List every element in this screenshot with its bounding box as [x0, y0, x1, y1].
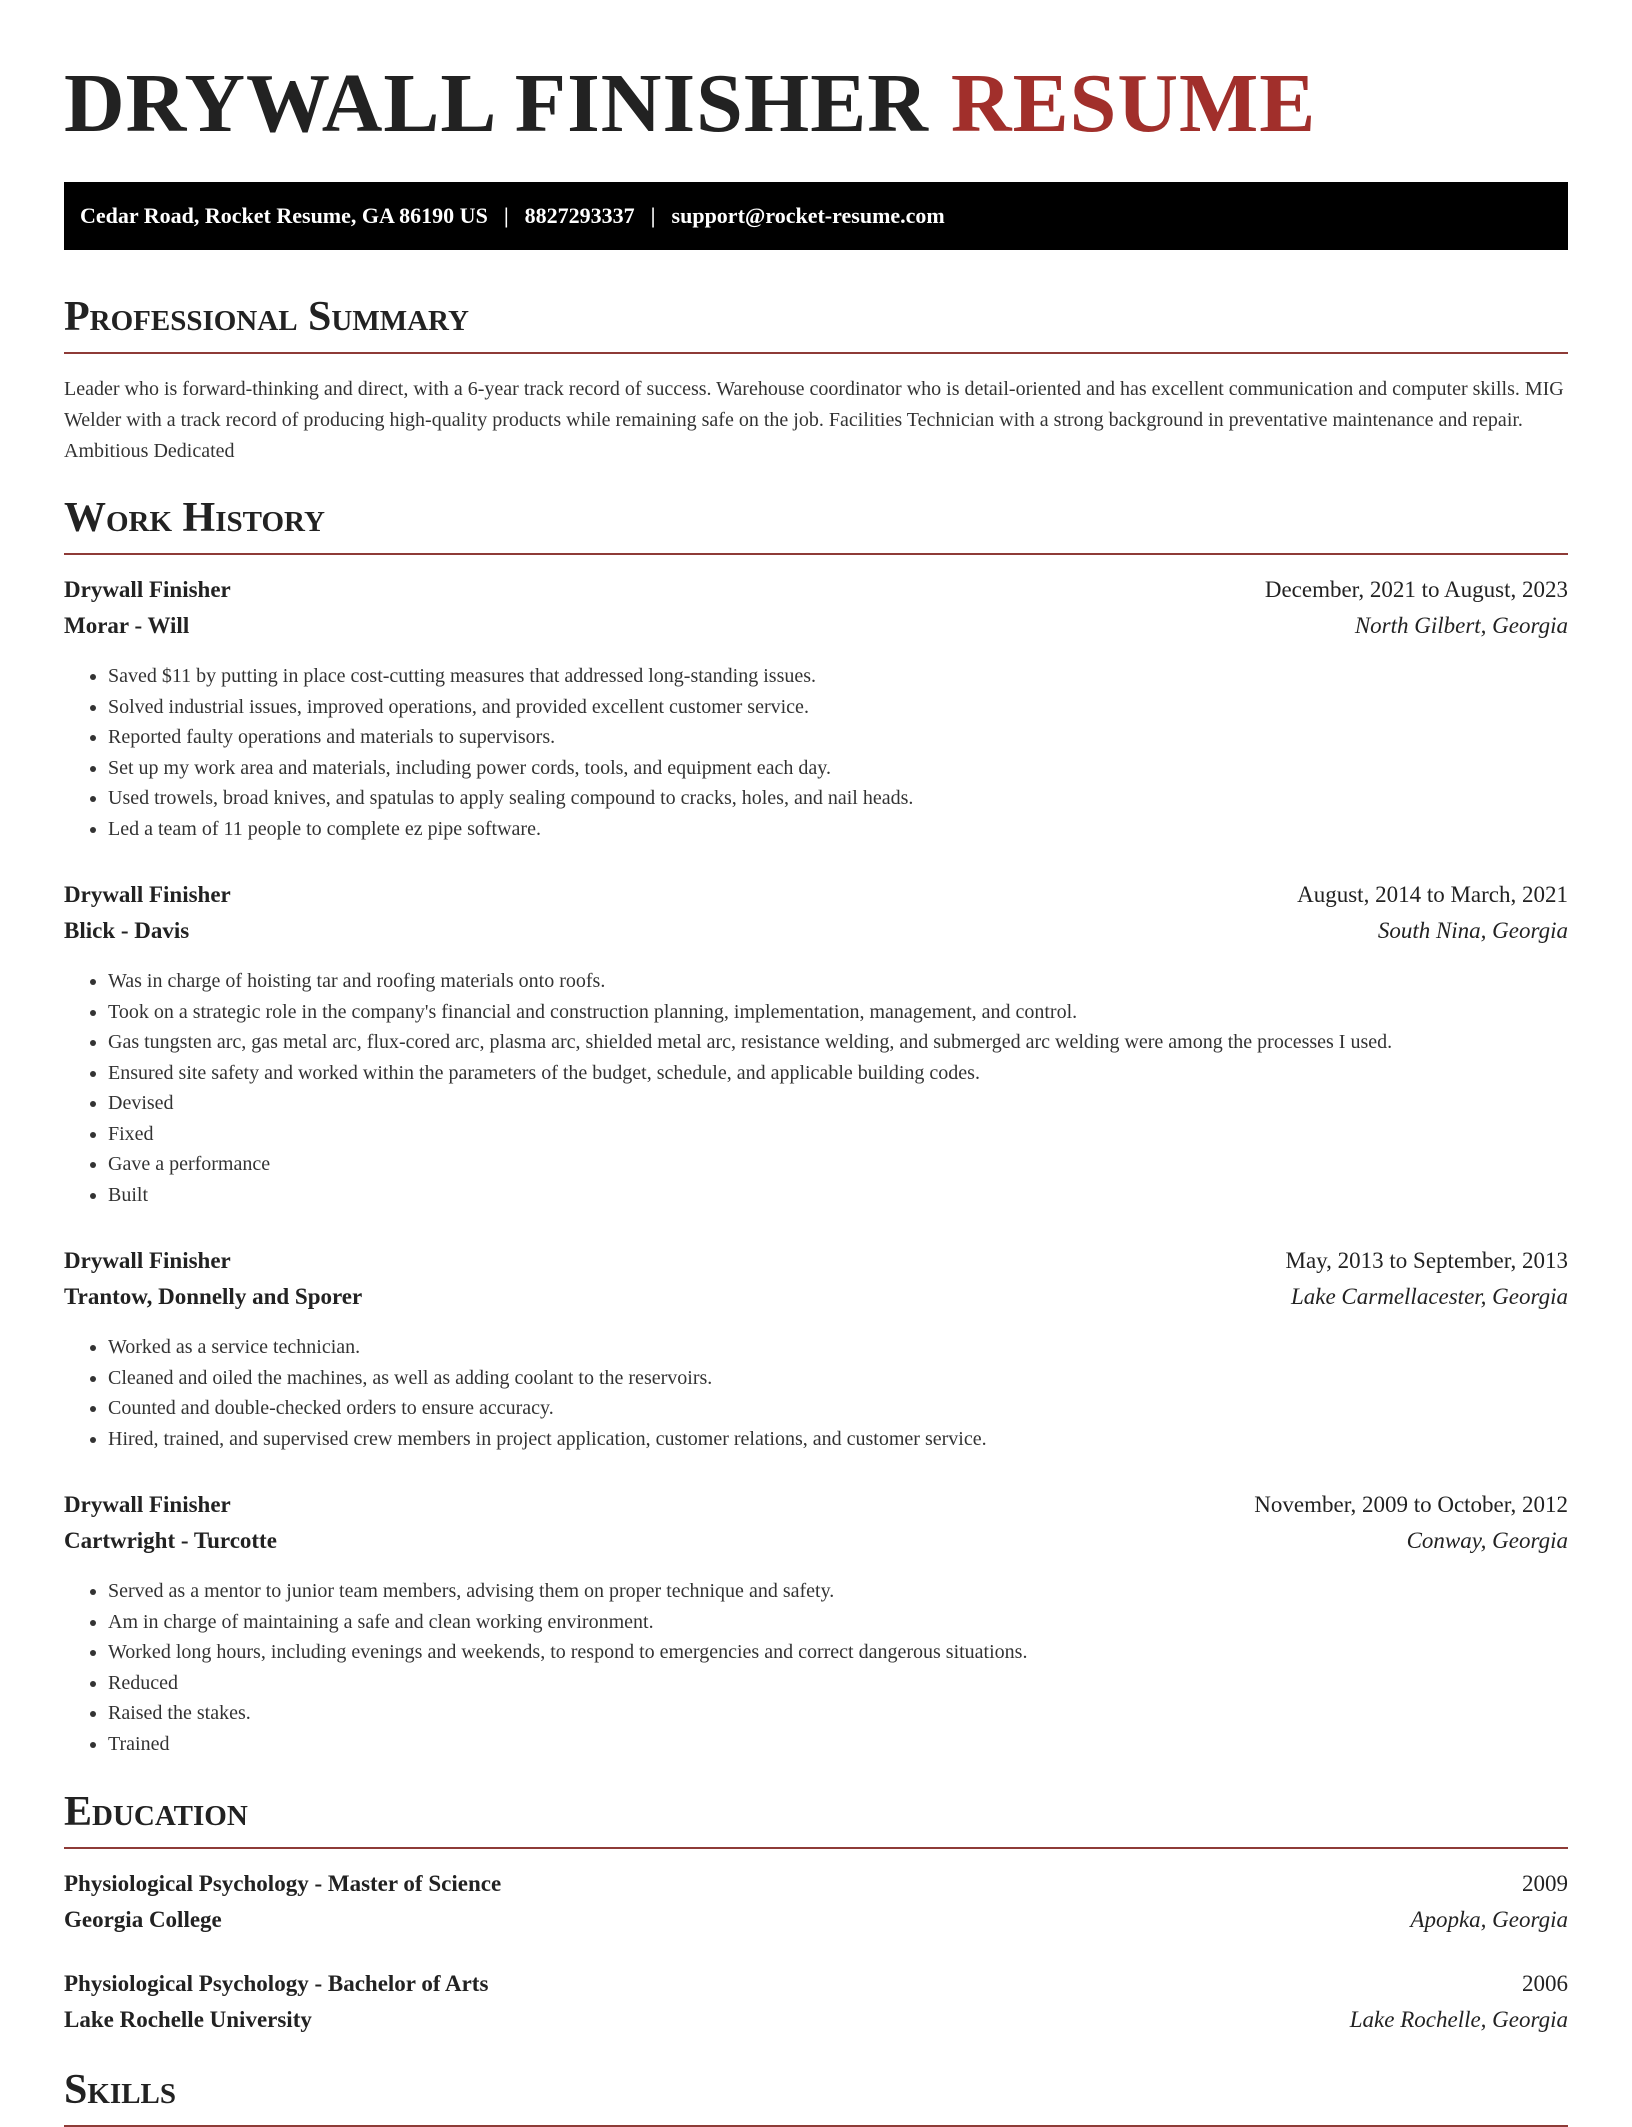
job-company: Cartwright - Turcotte — [64, 1528, 277, 1553]
bullet-item: • Am in charge of maintaining a safe and clean working environment. — [108, 1607, 1568, 1638]
education-year: 2009 — [1522, 1871, 1568, 1896]
job-location: Lake Carmellacester, Georgia — [1290, 1284, 1568, 1309]
bullet-item: • Trained — [108, 1729, 1568, 1760]
section-heading: Professional Summary — [64, 296, 1568, 354]
bullet-item: • Took on a strategic role in the company's financial and construction planning, implementation, management, and control. — [108, 997, 1568, 1028]
degree-title: Physiological Psychology - Master of Science — [64, 1871, 502, 1896]
title-accent: RESUME — [950, 57, 1317, 150]
contact-separator: | — [650, 203, 656, 228]
job-entry — [64, 1248, 1568, 1454]
bullet-item: • Saved $11 by putting in place cost-cutting measures that addressed long-standing issues. — [108, 661, 1568, 692]
job-company: Blick - Davis — [64, 918, 190, 943]
school-name: Georgia College — [64, 1907, 222, 1932]
contact-separator: | — [503, 203, 509, 228]
bullet-item: • Reduced — [108, 1668, 1568, 1699]
work-history-section — [64, 497, 1568, 1759]
job-dates: November, 2009 to October, 2012 — [1254, 1492, 1568, 1517]
contact-bar — [64, 182, 1568, 250]
job-title: Drywall Finisher — [64, 1492, 231, 1517]
job-title: Drywall Finisher — [64, 577, 231, 602]
bullet-item: • Gave a performance — [108, 1149, 1568, 1180]
school-location: Lake Rochelle, Georgia — [1349, 2007, 1568, 2032]
job-bullets — [64, 1332, 1568, 1454]
bullet-item: • Cleaned and oiled the machines, as well as adding coolant to the reservoirs. — [108, 1363, 1568, 1394]
bullet-item: • Built — [108, 1180, 1568, 1211]
education-year: 2006 — [1522, 1971, 1568, 1996]
bullet-item: • Solved industrial issues, improved operations, and provided excellent customer service. — [108, 692, 1568, 723]
bullet-item: • Gas tungsten arc, gas metal arc, flux-cored arc, plasma arc, shielded metal arc, resistance welding, and submerged arc welding were among the processes I used. — [108, 1027, 1568, 1058]
job-entry — [64, 577, 1568, 844]
bullet-item: • Raised the stakes. — [108, 1698, 1568, 1729]
job-bullets — [64, 661, 1568, 844]
title-main: DRYWALL FINISHER — [64, 57, 929, 150]
bullet-item: • Fixed — [108, 1119, 1568, 1150]
skills-section — [64, 2069, 1568, 2127]
job-dates: August, 2014 to March, 2021 — [1297, 882, 1568, 907]
job-company: Trantow, Donnelly and Sporer — [64, 1284, 363, 1309]
resume-title — [64, 56, 1568, 150]
job-dates: December, 2021 to August, 2023 — [1264, 577, 1568, 602]
job-title: Drywall Finisher — [64, 882, 231, 907]
job-title: Drywall Finisher — [64, 1248, 231, 1273]
education-entry — [64, 1971, 1568, 2033]
section-heading: Work History — [64, 497, 1568, 555]
bullet-item: • Ensured site safety and worked within the parameters of the budget, schedule, and applicable building codes. — [108, 1058, 1568, 1089]
job-location: South Nina, Georgia — [1377, 918, 1568, 943]
job-dates: May, 2013 to September, 2013 — [1285, 1248, 1568, 1273]
job-company: Morar - Will — [64, 613, 190, 638]
bullet-item: • Used trowels, broad knives, and spatulas to apply sealing compound to cracks, holes, and nail heads. — [108, 783, 1568, 814]
job-bullets — [64, 1576, 1568, 1759]
bullet-item: • Set up my work area and materials, including power cords, tools, and equipment each day. — [108, 753, 1568, 784]
section-heading: Skills — [64, 2069, 1568, 2127]
bullet-item: • Devised — [108, 1088, 1568, 1119]
bullet-item: • Was in charge of hoisting tar and roofing materials onto roofs. — [108, 966, 1568, 997]
bullet-item: • Worked long hours, including evenings and weekends, to respond to emergencies and correct dangerous situations. — [108, 1637, 1568, 1668]
bullet-item: • Served as a mentor to junior team members, advising them on proper technique and safety. — [108, 1576, 1568, 1607]
job-entry — [64, 882, 1568, 1210]
job-entry — [64, 1492, 1568, 1759]
section-heading: Education — [64, 1791, 1568, 1849]
job-location: North Gilbert, Georgia — [1354, 613, 1568, 638]
job-location: Conway, Georgia — [1406, 1528, 1568, 1553]
summary-text: Leader who is forward-thinking and direct, with a 6-year track record of success. Warehouse coordinator who is detail-oriented and has excellent communication and computer skills. MIG Welder with a track record of producing high-quality products while remaining safe on the job. Facilities Technician with a strong background in preventative maintenance and repair. Ambitious Dedicated — [64, 378, 1564, 462]
school-name: Lake Rochelle University — [64, 2007, 312, 2032]
education-section — [64, 1791, 1568, 2033]
bullet-item: • Reported faulty operations and materials to supervisors. — [108, 722, 1568, 753]
contact-address: Cedar Road, Rocket Resume, GA 86190 US — [80, 203, 488, 228]
contact-phone: 8827293337 — [524, 203, 635, 228]
bullet-item: • Led a team of 11 people to complete ez pipe software. — [108, 814, 1568, 845]
education-entry — [64, 1871, 1568, 1933]
professional-summary-section — [64, 296, 1568, 467]
contact-email: support@rocket-resume.com — [671, 203, 945, 228]
school-location: Apopka, Georgia — [1410, 1907, 1568, 1932]
job-bullets — [64, 966, 1568, 1210]
bullet-item: • Hired, trained, and supervised crew members in project application, customer relations, and customer service. — [108, 1424, 1568, 1455]
degree-title: Physiological Psychology - Bachelor of Arts — [64, 1971, 489, 1996]
bullet-item: • Counted and double-checked orders to ensure accuracy. — [108, 1393, 1568, 1424]
bullet-item: • Worked as a service technician. — [108, 1332, 1568, 1363]
